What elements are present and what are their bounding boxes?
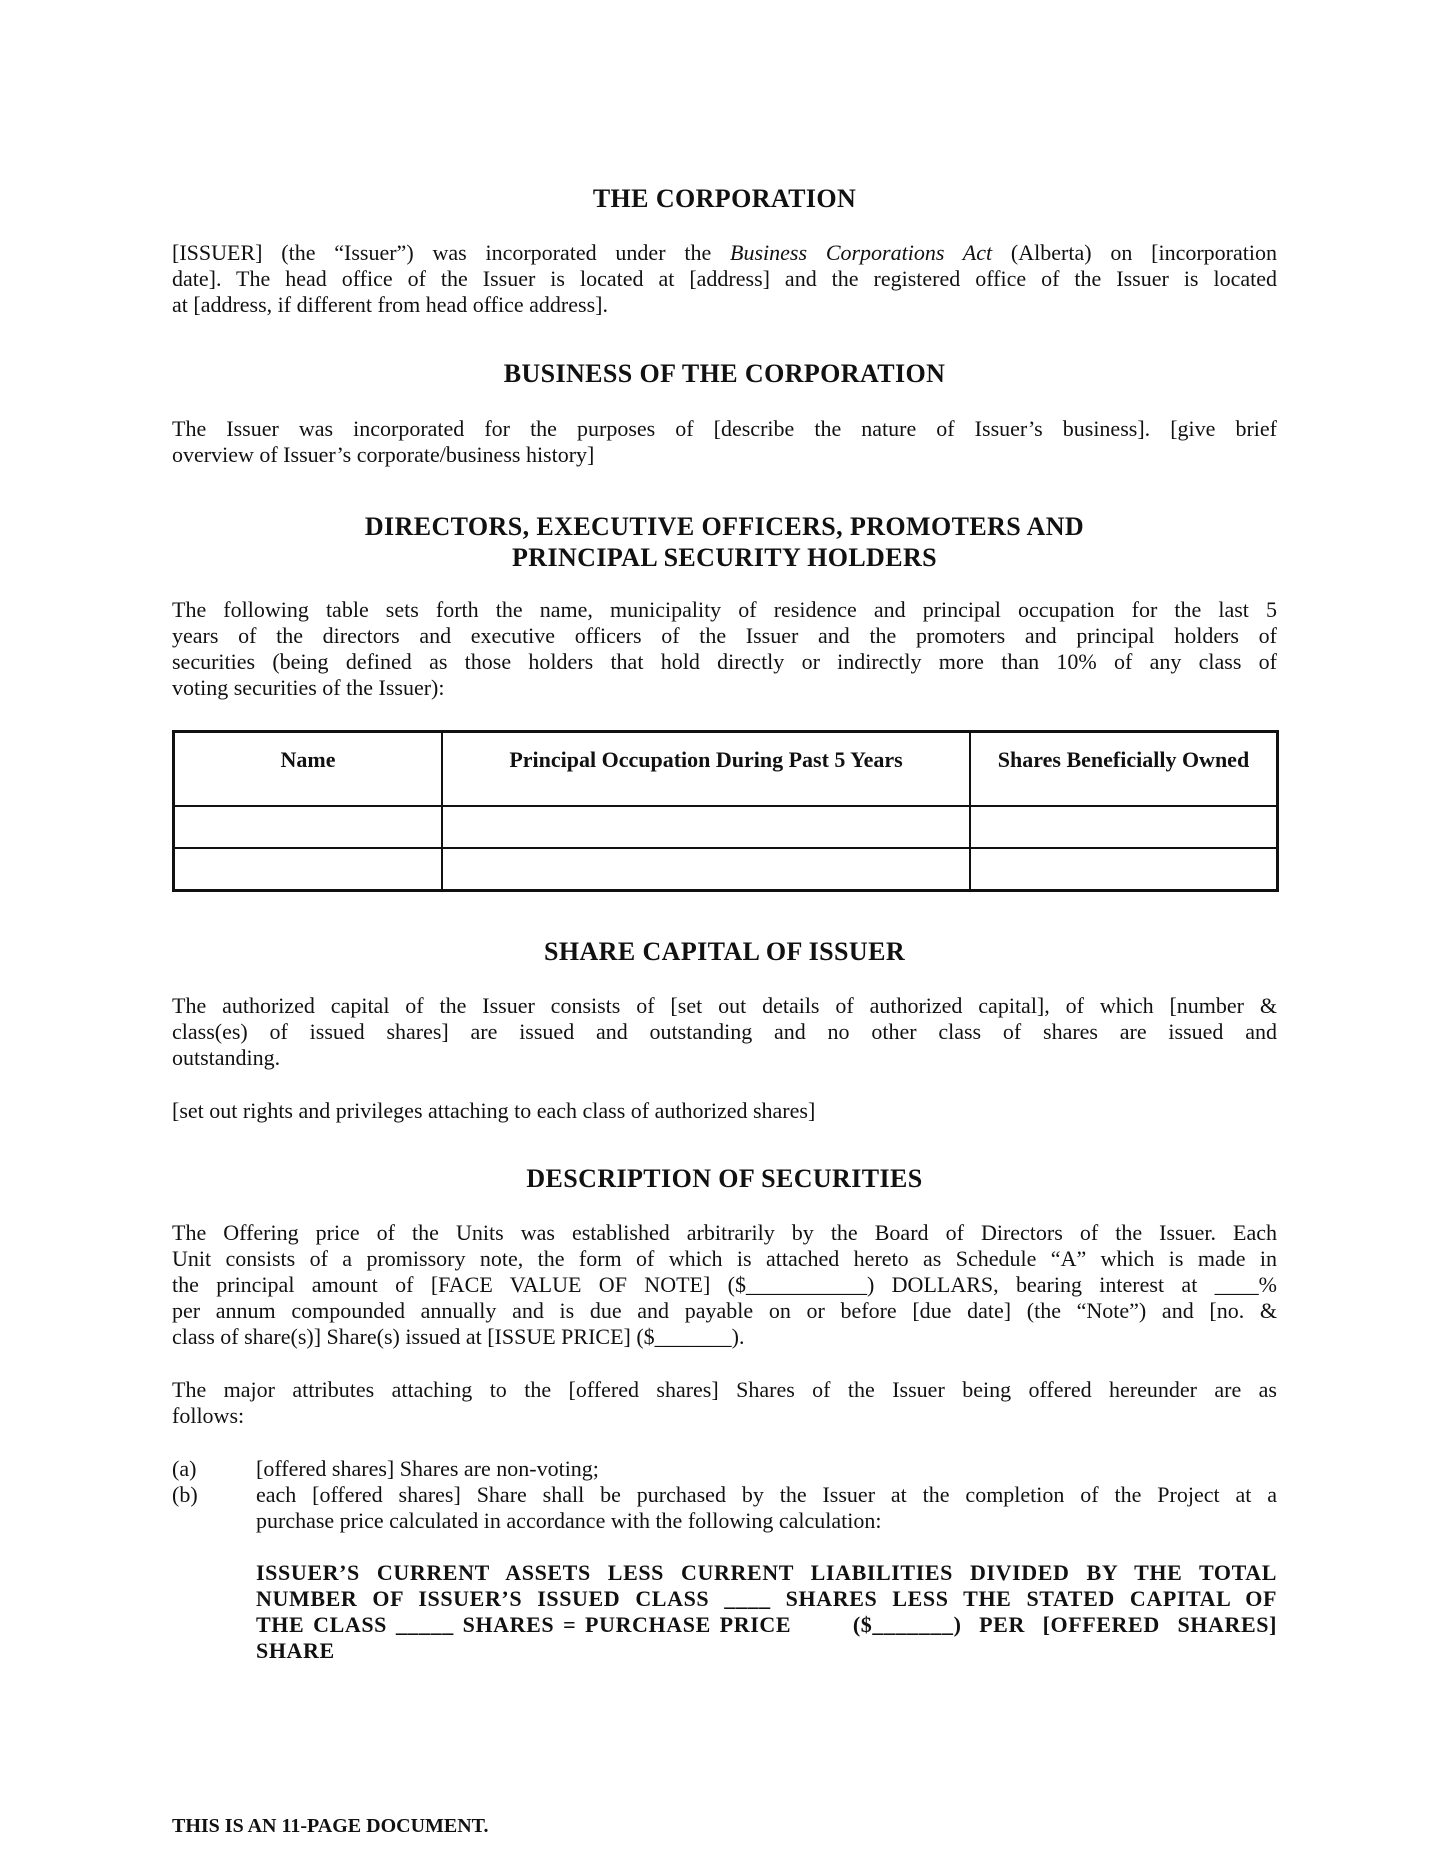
text-line: The Offering price of the Units was established arbitrarily by the Board of Directors of the Issuer. Each <box>172 1220 1277 1245</box>
table-cell <box>174 806 443 848</box>
text-line: the principal amount of [FACE VALUE OF NOTE] ($___________) DOLLARS, bearing interest at ____% <box>172 1272 1277 1297</box>
column-header-name: Name <box>174 732 443 807</box>
table-header-row <box>174 732 1278 807</box>
text-line: ISSUER’S CURRENT ASSETS LESS CURRENT LIABILITIES DIVIDED BY THE TOTAL <box>256 1560 1277 1585</box>
paragraph-rights <box>172 1098 1277 1124</box>
text-line: The authorized capital of the Issuer consists of [set out details of authorized capital], of which [number & <box>172 993 1277 1018</box>
text-line: date]. The head office of the Issuer is located at [address] and the registered office of the Issuer is located <box>172 266 1277 291</box>
text-line: at [address, if different from head office address]. <box>172 292 608 317</box>
act-name: Business Corporations Act <box>730 240 993 265</box>
text-line: The Issuer was incorporated for the purposes of [describe the nature of Issuer’s business]. [give brief <box>172 416 1277 441</box>
list-item-text <box>256 1482 1277 1534</box>
table-row <box>174 806 1278 848</box>
table-cell <box>442 848 970 891</box>
directors-table <box>172 730 1279 892</box>
text-line: The major attributes attaching to the [offered shares] Shares of the Issuer being offered hereunder are as <box>172 1377 1277 1402</box>
heading-corporation: THE CORPORATION <box>592 184 857 213</box>
text-line: [ISSUER] (the “Issuer”) was incorporated under the Business Corporations Act (Alberta) on [incorporation <box>172 240 1277 265</box>
text-line: overview of Issuer’s corporate/business history] <box>172 442 595 467</box>
text-line: voting securities of the Issuer): <box>172 675 445 700</box>
text-line: class of share(s)] Share(s) issued at [ISSUE PRICE] ($_______). <box>172 1324 745 1349</box>
page-count-notice: THIS IS AN 11-PAGE DOCUMENT. <box>172 1815 489 1837</box>
paragraph-share-capital <box>172 993 1277 1071</box>
text-line: NUMBER OF ISSUER’S ISSUED CLASS ____ SHARES LESS THE STATED CAPITAL OF <box>256 1586 1277 1611</box>
text-line: SHARE <box>256 1638 335 1663</box>
table-cell <box>174 848 443 891</box>
paragraph-securities <box>172 1220 1277 1350</box>
text-line: years of the directors and executive officers of the Issuer and the promoters and principal holders of <box>172 623 1277 648</box>
list-item-label: (a) <box>172 1456 197 1481</box>
list-item-label: (b) <box>172 1482 198 1507</box>
text-line: purchase price calculated in accordance with the following calculation: <box>256 1508 882 1533</box>
text-line: per annum compounded annually and is due and payable on or before [due date] (the “Note”) and [no. & <box>172 1298 1277 1323</box>
column-header-shares: Shares Beneficially Owned <box>970 732 1278 807</box>
table-row <box>174 848 1278 891</box>
heading-line: PRINCIPAL SECURITY HOLDERS <box>511 543 938 572</box>
list-item-text: [offered shares] Shares are non-voting; <box>256 1456 599 1481</box>
table-cell <box>970 806 1278 848</box>
text-line: follows: <box>172 1403 245 1428</box>
text-line: [set out rights and privileges attaching to each class of authorized shares] <box>172 1098 816 1123</box>
text-line: outstanding. <box>172 1045 281 1070</box>
paragraph-corporation <box>172 240 1277 318</box>
heading-share-capital: SHARE CAPITAL OF ISSUER <box>544 937 905 966</box>
paragraph-attributes <box>172 1377 1277 1429</box>
text-line: securities (being defined as those holders that hold directly or indirectly more than 10% of any class of <box>172 649 1277 674</box>
heading-securities: DESCRIPTION OF SECURITIES <box>526 1164 923 1193</box>
text-line: THE CLASS _____ SHARES = PURCHASE PRICE ($_______) PER [OFFERED SHARES] <box>256 1612 1277 1637</box>
heading-directors <box>172 511 1277 573</box>
column-header-occupation: Principal Occupation During Past 5 Years <box>442 732 970 807</box>
purchase-price-formula <box>256 1560 1277 1664</box>
heading-business: BUSINESS OF THE CORPORATION <box>503 359 946 388</box>
table-cell <box>970 848 1278 891</box>
paragraph-business <box>172 416 1277 468</box>
paragraph-directors <box>172 597 1277 701</box>
text-line: Unit consists of a promissory note, the form of which is attached hereto as Schedule “A” which is made in <box>172 1246 1277 1271</box>
heading-line: DIRECTORS, EXECUTIVE OFFICERS, PROMOTERS AND <box>364 512 1085 541</box>
text-line: The following table sets forth the name, municipality of residence and principal occupation for the last 5 <box>172 597 1277 622</box>
text-line: each [offered shares] Share shall be purchased by the Issuer at the completion of the Project at a <box>256 1482 1277 1507</box>
table-cell <box>442 806 970 848</box>
text-line: class(es) of issued shares] are issued and outstanding and no other class of shares are issued and <box>172 1019 1277 1044</box>
